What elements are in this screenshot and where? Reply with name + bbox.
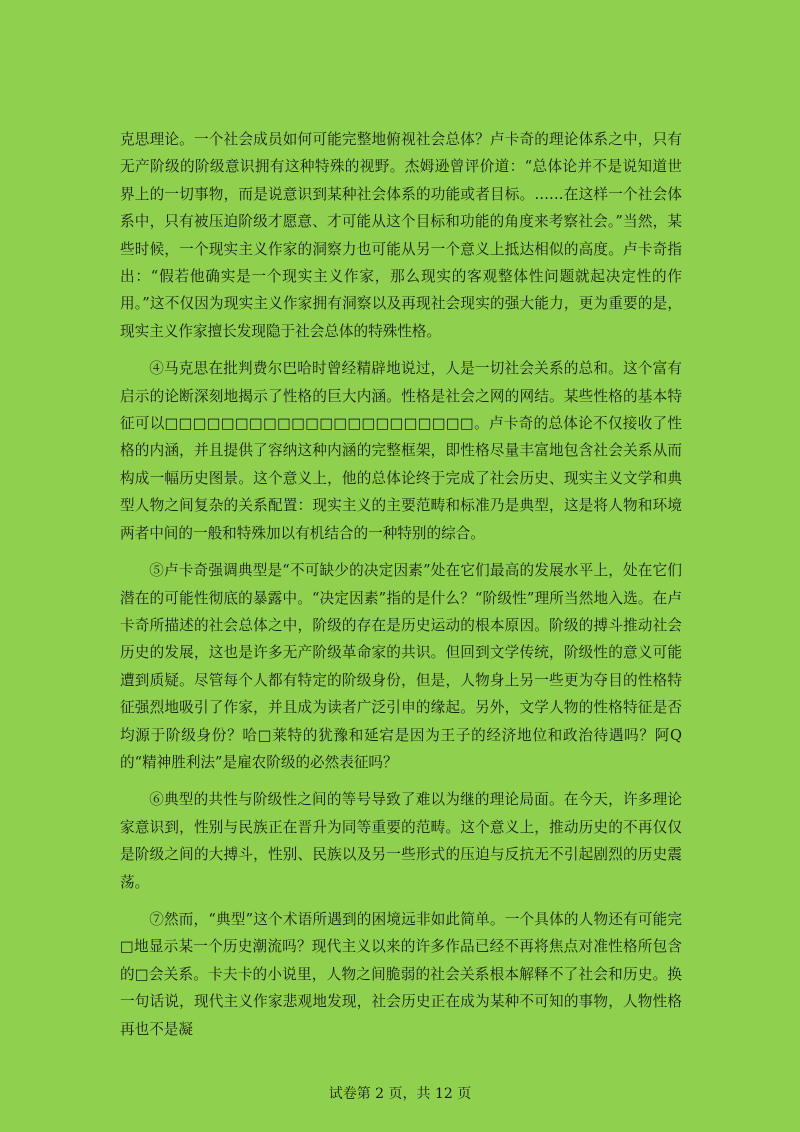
paragraph-continuation: 克思理论。一个社会成员如何可能完整地俯视社会总体？卢卡奇的理论体系之中，只有无产阶级的阶级意识拥有这种特殊的视野。杰姆逊曾评价道：“总体论并不是说知道世界上的一切事物，而是说意识到某种社会体系的功能或者目标。……在这样一个社会体系中，只有被压迫阶级才愿意、才可能从这个目标和功能的角度来考察社会。”当然，某些时候，一个现实主义作家的洞察力也可能从另一个意义上抵达相似的高度。卢卡奇指出：“假若他确实是一个现实主义作家，那么现实的客观整体性问题就起决定性的作用。”这不仅因为现实主义作家拥有洞察以及再现社会现实的强大能力，更为重要的是，现实主义作家擅长发现隐于社会总体的特殊性格。: [120, 131, 682, 340]
document-body: [120, 126, 682, 1043]
paragraph-4: ④马克思在批判费尔巴哈时曾经精辟地说过，人是一切社会关系的总和。这个富有启示的论断深刻地揭示了性格的巨大内涵。性格是社会之网的网结。某些性格的基本特征可以□□□□□□□□□□□□□□□□□□□□□□。卢卡奇的总体论不仅接收了性格的内涵，并且提供了容纳这种内涵的完整框架，即性格尽量丰富地包含社会关系从而构成一幅历史图景。这个意义上，他的总体论终于完成了社会历史、现实主义文学和典型人物之间复杂的关系配置：现实主义的主要范畴和标准乃是典型，这是将人物和环境两者中间的一般和特殊加以有机结合的一种特别的综合。: [120, 360, 682, 542]
paragraph-7: ⑦然而，“典型”这个术语所遇到的困境远非如此简单。一个具体的人物还有可能完□地显示某一个历史潮流吗？现代主义以来的许多作品已经不再将焦点对准性格所包含的□会关系。卡夫卡的小说里，人物之间脆弱的社会关系根本解释不了社会和历史。换一句话说，现代主义作家悲观地发现，社会历史正在成为某种不可知的事物，人物性格再也不是凝: [120, 910, 682, 1038]
page-footer: 试卷第 2 页，共 12 页: [328, 1086, 472, 1102]
paragraph-5: ⑤卢卡奇强调典型是“不可缺少的决定因素”处在它们最高的发展水平上，处在它们潜在的可能性彻底的暴露中。“决定因素”指的是什么？“阶级性”理所当然地入选。在卢卡奇所描述的社会总体之中，阶级的存在是历史运动的根本原因。阶级的搏斗推动社会历史的发展，这也是许多无产阶级革命家的共识。但回到文学传统，阶级性的意义可能遭到质疑。尽管每个人都有特定的阶级身份，但是，人物身上另一些更为夺目的性格特征强烈地吸引了作家，并且成为读者广泛引申的缘起。另外，文学人物的性格特征是否均源于阶级身份？哈□莱特的犹豫和延宕是因为王子的经济地位和政治待遇吗？阿Q的“精神胜利法”是雇农阶级的必然表征吗？: [120, 562, 682, 771]
paragraph-6: ⑥典型的共性与阶级性之间的等号导致了难以为继的理论局面。在今天，许多理论家意识到，性别与民族正在晋升为同等重要的范畴。这个意义上，推动历史的不再仅仅是阶级之间的大搏斗，性别、民族以及另一些形式的压迫与反抗无不引起剧烈的历史震荡。: [120, 791, 682, 891]
